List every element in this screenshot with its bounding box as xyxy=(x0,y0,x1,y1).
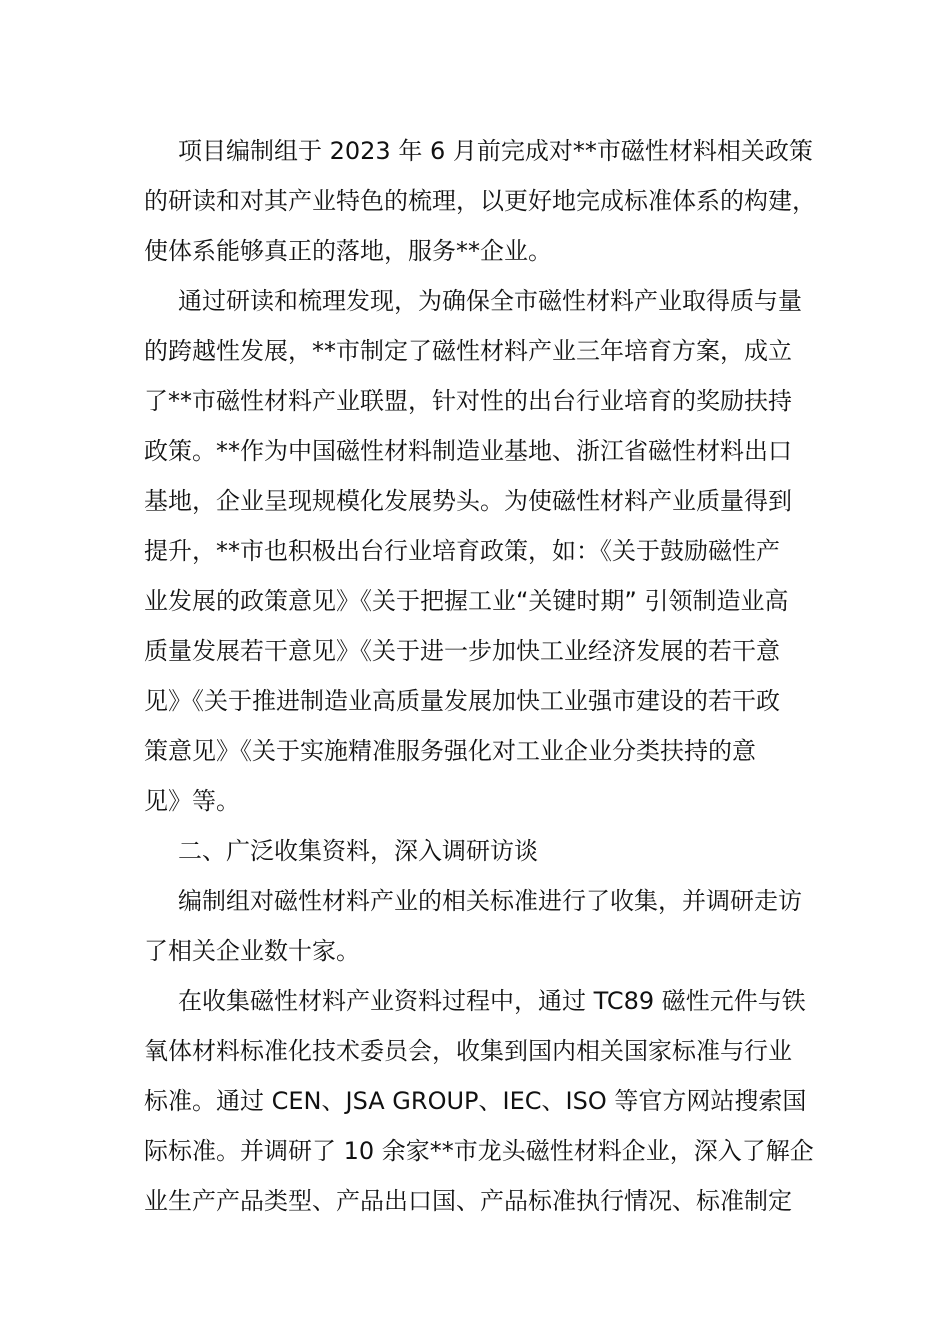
text-line: 业生产产品类型、产品出口国、产品标准执行情况、标准制定 xyxy=(144,1187,792,1215)
text-line: 际标准。并调研了 10 余家**市龙头磁性材料企业，深入了解企 xyxy=(144,1137,814,1165)
text-line: 提升，**市也积极出台行业培育政策，如：《关于鼓励磁性产 xyxy=(144,537,780,565)
text-line: 政策。**作为中国磁性材料制造业基地、浙江省磁性材料出口 xyxy=(144,437,792,465)
text-line: 项目编制组于 2023 年 6 月前完成对**市磁性材料相关政策 xyxy=(178,137,813,165)
heading-line: 二、广泛收集资料，深入调研访谈 xyxy=(178,837,538,865)
text-line: 编制组对磁性材料产业的相关标准进行了收集，并调研走访 xyxy=(178,887,802,915)
document-body xyxy=(144,126,834,1226)
text-line: 的跨越性发展，**市制定了磁性材料产业三年培育方案，成立 xyxy=(144,337,792,365)
text-line: 基地，企业呈现规模化发展势头。为使磁性材料产业质量得到 xyxy=(144,487,792,515)
text-line: 见》《关于推进制造业高质量发展加快工业强市建设的若干政 xyxy=(144,687,780,715)
paragraph-standards-collection xyxy=(144,876,834,976)
text-line: 氧体材料标准化技术委员会，收集到国内相关国家标准与行业 xyxy=(144,1037,792,1065)
text-line: 通过研读和梳理发现，为确保全市磁性材料产业取得质与量 xyxy=(178,287,802,315)
text-line: 质量发展若干意见》《关于进一步加快工业经济发展的若干意 xyxy=(144,637,780,665)
section-heading xyxy=(144,826,834,876)
text-line: 业发展的政策意见》《关于把握工业“关键时期” 引领制造业高 xyxy=(144,587,789,615)
paragraph-collection-process xyxy=(144,976,834,1226)
text-line: 策意见》《关于实施精准服务强化对工业企业分类扶持的意 xyxy=(144,737,756,765)
text-line: 了**市磁性材料产业联盟，针对性的出台行业培育的奖励扶持 xyxy=(144,387,792,415)
text-line: 见》等。 xyxy=(144,787,240,815)
text-line: 标准。通过 CEN、JSA GROUP、IEC、ISO 等官方网站搜索国 xyxy=(144,1087,807,1115)
text-line: 了相关企业数十家。 xyxy=(144,937,360,965)
paragraph-findings xyxy=(144,276,834,826)
text-line: 的研读和对其产业特色的梳理，以更好地完成标准体系的构建， xyxy=(144,187,816,215)
text-line: 使体系能够真正的落地，服务**企业。 xyxy=(144,237,552,265)
text-line: 在收集磁性材料产业资料过程中，通过 TC89 磁性元件与铁 xyxy=(178,987,806,1015)
paragraph-policy-study xyxy=(144,126,834,276)
